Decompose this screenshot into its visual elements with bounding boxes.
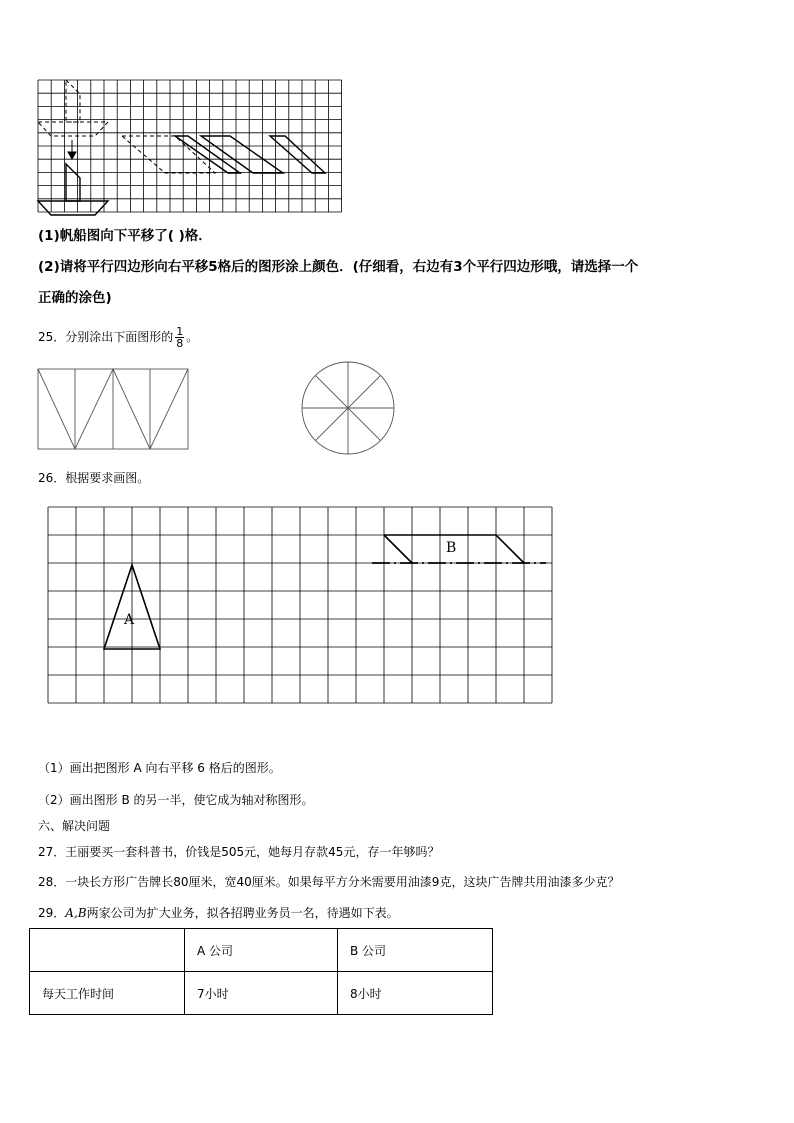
fraction-numerator: 1	[176, 325, 184, 338]
q28-question: 28．一块长方形广告牌长80厘米，宽40厘米。如果每平方分米需要用油漆9克，这块广告牌共用油漆多少克？	[38, 875, 620, 889]
table-header-cell	[30, 929, 185, 972]
comparison-table	[29, 928, 493, 1015]
q29-question	[38, 905, 399, 921]
q25-prefix: 25．分别涂出下面图形的	[38, 330, 174, 344]
label-a: A	[124, 612, 135, 628]
section-title: 六、解决问题	[38, 819, 111, 833]
q24-question-2: (2)请将平行四边形向右平移5格后的图形涂上颜色．(仔细看，右边有3个平行四边形哦，请选择一个	[38, 259, 639, 275]
fraction-denominator: 8	[176, 337, 184, 350]
q26-sub-2: （2）画出图形 B 的另一半，使它成为轴对称图形。	[38, 793, 314, 807]
table-header-cell: B 公司	[338, 929, 493, 972]
q29-companies: A,B	[65, 906, 87, 920]
q26-title: 26．根据要求画图。	[38, 471, 150, 485]
table-cell: 7小时	[185, 972, 338, 1015]
q26-sub-1: （1）画出把图形 A 向右平移 6 格后的图形。	[38, 761, 281, 775]
q24-question-2-cont: 正确的涂色)	[38, 290, 112, 306]
table-header-cell: A 公司	[185, 929, 338, 972]
q25-suffix: 。	[186, 330, 199, 344]
label-b: B	[446, 540, 457, 556]
table-header-row	[30, 929, 493, 972]
table-row	[30, 972, 493, 1015]
table-cell: 8小时	[338, 972, 493, 1015]
q29-prefix: 29．	[38, 906, 66, 920]
q29-rest: 两家公司为扩大业务，拟各招聘业务员一名，待遇如下表。	[86, 906, 399, 920]
q27-question: 27．王丽要买一套科普书，价钱是505元，她每月存款45元，存一年够吗？	[38, 845, 440, 859]
q24-question-1: (1)帆船图向下平移了( )格．	[38, 228, 212, 244]
table-cell: 每天工作时间	[30, 972, 185, 1015]
